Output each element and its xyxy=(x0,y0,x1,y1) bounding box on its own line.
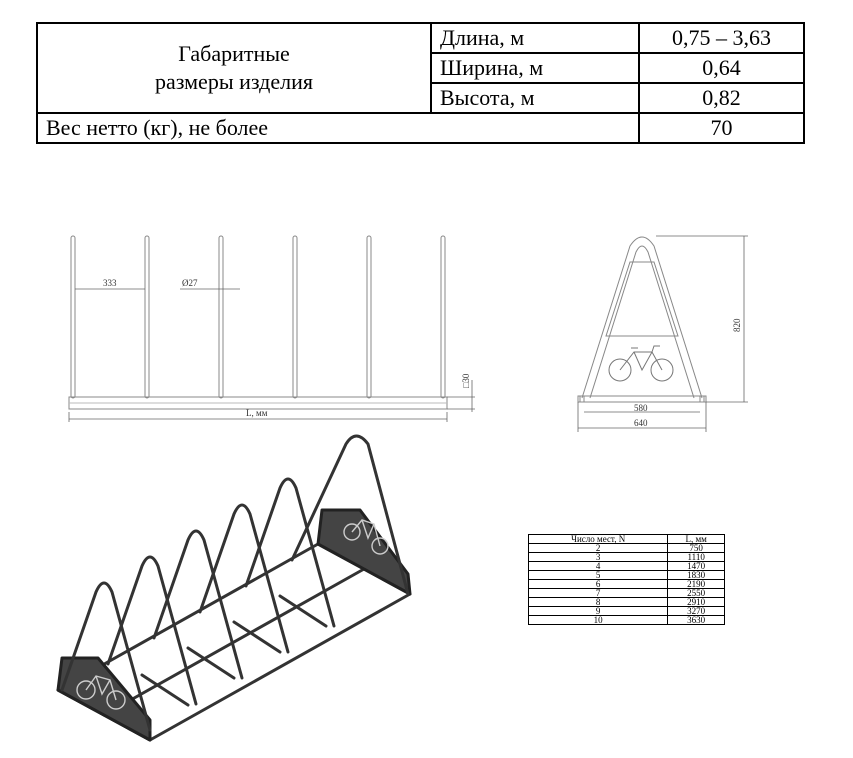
seat-count: 9 xyxy=(529,607,668,616)
front-diameter-dimension: Ø27 xyxy=(182,278,198,288)
height-value: 0,82 xyxy=(639,83,804,113)
seat-length: 2910 xyxy=(668,598,725,607)
seat-length: 3270 xyxy=(668,607,725,616)
seat-count: 6 xyxy=(529,580,668,589)
weight-label: Вес нетто (кг), не более xyxy=(37,113,639,143)
seat-length: 1470 xyxy=(668,562,725,571)
seat-count: 7 xyxy=(529,589,668,598)
height-label: Высота, м xyxy=(431,83,639,113)
iso-front-panel xyxy=(58,658,150,740)
seat-count: 10 xyxy=(529,616,668,625)
isometric-view-drawing xyxy=(58,436,410,740)
bicycle-icon xyxy=(609,346,673,381)
seat-count: 2 xyxy=(529,544,668,553)
side-panel xyxy=(606,262,678,336)
width-label: Ширина, м xyxy=(431,53,639,83)
side-view-drawing xyxy=(578,236,748,432)
seat-length: 750 xyxy=(668,544,725,553)
front-length-dimension: L, мм xyxy=(246,408,268,418)
seat-count: 8 xyxy=(529,598,668,607)
side-inner-width-dimension: 580 xyxy=(634,403,648,413)
width-value: 0,64 xyxy=(639,53,804,83)
front-uprights xyxy=(71,236,445,398)
seat-length: 2550 xyxy=(668,589,725,598)
seat-count: 3 xyxy=(529,553,668,562)
table-row xyxy=(529,616,725,625)
length-value: 0,75 – 3,63 xyxy=(639,23,804,53)
length-label: Длина, м xyxy=(431,23,639,53)
seat-length: 2190 xyxy=(668,580,725,589)
side-height-dimension: 820 xyxy=(732,318,742,332)
weight-value: 70 xyxy=(639,113,804,143)
seats-table xyxy=(528,534,725,625)
front-base-height-dimension: □30 xyxy=(461,373,471,388)
dimensions-label-line2: размеры изделия xyxy=(154,69,313,94)
seat-length: 3630 xyxy=(668,616,725,625)
side-outer-width-dimension: 640 xyxy=(634,418,648,428)
front-spacing-dimension: 333 xyxy=(103,278,117,288)
seat-count: 5 xyxy=(529,571,668,580)
seat-length: 1110 xyxy=(668,553,725,562)
dimensions-label-line1: Габаритные xyxy=(178,41,290,66)
seat-count: 4 xyxy=(529,562,668,571)
seats-header-length: L, мм xyxy=(668,535,725,544)
front-view-drawing xyxy=(69,236,475,422)
seat-length: 1830 xyxy=(668,571,725,580)
seats-header-count: Число мест, N xyxy=(529,535,668,544)
